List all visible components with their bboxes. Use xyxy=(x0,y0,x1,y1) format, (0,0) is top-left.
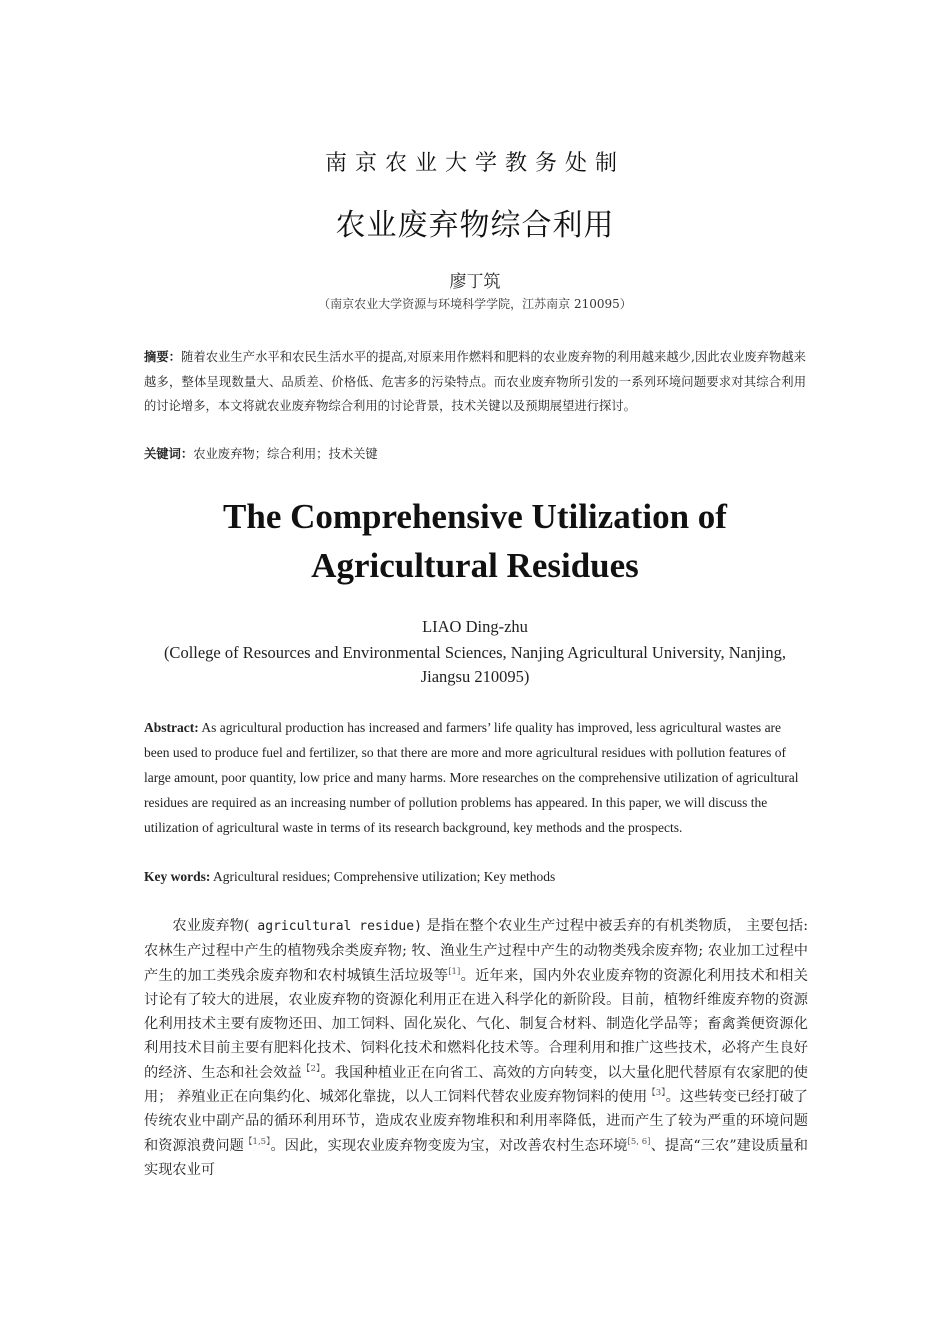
chinese-title: 农业废弃物综合利用 xyxy=(335,208,615,243)
body-paragraph xyxy=(144,914,808,1182)
issuing-unit-header: 南京农业大学教务处制 xyxy=(324,151,625,176)
body-text-segment: 农业废弃物( xyxy=(172,918,250,934)
body-text-segment: 、提高“三农”建设质量和实现农业可 xyxy=(144,1137,808,1178)
body-text-segment: 。我国种植业正在向省工、高效的方向转变，以大量化肥代替原有农家肥的使用； 养殖业正在向集约化、城郊化靠拢，以人工饲料代替农业废弃物饲料的使用 xyxy=(144,1064,808,1106)
english-author: LIAO Ding-zhu xyxy=(422,617,528,636)
citation: 【1,5】 xyxy=(243,1136,271,1147)
english-abstract xyxy=(144,715,808,840)
chinese-keywords xyxy=(144,443,806,465)
citation: 【3】 xyxy=(647,1088,666,1099)
chinese-keywords-text: 农业废弃物；综合利用；技术关键 xyxy=(193,447,378,461)
citation: [5, 6] xyxy=(627,1136,651,1147)
citation: [1] xyxy=(448,966,461,977)
chinese-author: 廖丁筑 xyxy=(449,272,501,292)
body-text-segment: 。这些转变已经打破了传统农业中副产品的循环利用环节，造成农业废弃物堆积和利用率降低，进而产生了较为严重的环境问题和资源浪费问题 xyxy=(144,1089,808,1154)
citation: 【2】 xyxy=(301,1063,321,1074)
english-abstract-text: As agricultural production has increased and farmers’ life quality has improved, less agricultural wastes are been used to produce fuel and fertilizer, so that there are more and more agricultural residues with pollution features of large amount, poor quantity, low price and many harms. More researches on the comprehensive utilization of agricultural residues are required as an increasing number of pollution problems has appeared. In this paper, we will discuss the utilization of agricultural waste in terms of its research background, key methods and the prospects. xyxy=(144,720,799,835)
chinese-abstract-label: 摘要： xyxy=(144,350,182,364)
english-keywords xyxy=(144,865,808,889)
chinese-abstract-text: 随着农业生产水平和农民生活水平的提高,对原来用作燃料和肥料的农业废弃物的利用越来越少,因此农业废弃物越来越多，整体呈现数量大、品质差、价格低、危害多的污染特点。而农业废弃物所引发的一系列环境问题要求对其综合利用的讨论增多，本文将就农业废弃物综合利用的讨论背景，技术关键以及预期展望进行探讨。 xyxy=(144,350,806,414)
chinese-keywords-label: 关键词： xyxy=(144,447,194,461)
body-text-segment: 。因此，实现农业废弃物变废为宝，对改善农村生态环境 xyxy=(270,1137,628,1154)
body-term: agricultural residue) xyxy=(249,919,422,934)
english-keywords-label: Key words: xyxy=(144,869,211,884)
english-keywords-text: Agricultural residues; Comprehensive utilization; Key methods xyxy=(213,869,556,884)
english-affiliation: (College of Resources and Environmental Sciences, Nanjing Agricultural University, Nanjing, Jiangsu 210095) xyxy=(163,643,787,686)
body-text-segment: 是指在整个农业生产过程中被丢弃的有机类物质， 主要包括: 农林生产过程中产生的植物残余类废弃物; 牧、渔业生产过程中产生的动物类残余废弃物; 农业加工过程中产生的加工类残余废弃物和农村城镇生活垃圾等 xyxy=(144,918,808,984)
chinese-abstract xyxy=(144,345,806,419)
english-abstract-label: Abstract: xyxy=(144,720,199,735)
body-text-segment: 。近年来，国内外农业废弃物的资源化利用技术和相关讨论有了较大的进展，农业废弃物的资源化利用正在进入科学化的新阶段。目前，植物纤维废弃物的资源化利用技术主要有废物还田、加工饲料、固化炭化、气化、制复合材料、制造化学品等；畜禽粪便资源化利用技术目前主要有肥料化技术、饲料化技术和燃料化技术等。合理利用和推广这些技术，必将产生良好的经济、生态和社会效益 xyxy=(144,967,808,1081)
chinese-affiliation: （南京农业大学资源与环境科学学院，江苏南京 210095） xyxy=(318,297,632,311)
english-title: The Comprehensive Utilization of Agricultural Residues xyxy=(223,497,727,585)
